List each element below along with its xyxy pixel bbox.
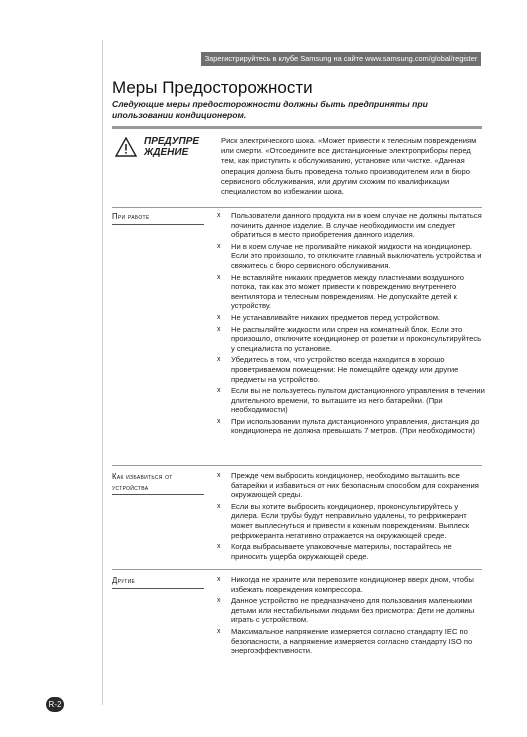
list-item: x Если вы хотите выбросить кондиционер, проконсультируйтесь у дилера. Если трубы будут неправильно удалены, то рефрижерант может выплеснуться и привести к кожным повреждениям. Выплеск рефрижеранта негативно отражается на окружающей среде.: [217, 501, 470, 540]
bullet-mark: x: [217, 212, 221, 219]
list-item: x Не устанавливайте никаких предметов перед устройством.: [217, 312, 441, 322]
left-margin-rule: [102, 40, 103, 705]
warning-label: ПРЕДУПРЕ ЖДЕНИЕ: [144, 136, 200, 158]
disposal-list: [217, 471, 485, 563]
warning-triangle-icon: [115, 137, 137, 157]
section-divider: [112, 569, 482, 570]
list-item: x Максимальное напряжение измеряется согласно стандарту IEC по безопасности, а напряжение измеряется согласно стандарту ISO по энергоэффективности.: [217, 626, 473, 656]
warning-text: Риск электрического шока. «Может привести к телесным повреждениям или смерти. «Отсоедините все дистанционные электроприборы перед тем, как приступить к обслуживанию, установке или чистке. «Данная операция должна быть проведена только производителем или в бюро сервисного обслуживания, или другим схожим по квалификации специалистом во избежании шока.: [221, 136, 477, 197]
section-divider: [112, 207, 482, 208]
bullet-mark: x: [217, 387, 221, 395]
page-title: Меры Предосторожности: [112, 78, 313, 97]
bullet-mark: x: [217, 576, 221, 583]
section-divider: [112, 465, 482, 466]
list-item: x Данное устройство не предназначено для пользования маленькими детьми или нестабильными людьми без присмотра: Дети не должны играть с устройством.: [217, 596, 475, 625]
section-heading-other: Другие: [112, 576, 204, 589]
section-heading-disposal: Как избавиться от устройства: [112, 472, 204, 495]
bullet-mark: x: [217, 313, 221, 321]
bullet-mark: x: [217, 472, 221, 479]
bullet-mark: x: [217, 242, 221, 250]
register-banner: Зарегистрируйтесь в клубе Samsung на сайте www.samsung.com/global/register: [201, 52, 481, 66]
list-item: x Если вы не пользуетесь пультом дистанционного управления в течении длительного времени, то выташите из него батарейки. (При необходимости): [217, 386, 485, 415]
list-item: x Пользователи данного продукта ни в коем случае не должны пытаться починить данное изделие. В случае необходимости им следует обратиться в место приобретения данного изделия.: [217, 211, 482, 240]
list-item: x Убедитесь в том, что устройство всегда находится в хорошо проветриваемом помещении: Не помещайте одежду или другие предметы на устройство.: [217, 355, 459, 384]
list-item: x Никогда не храните или перевозите кондиционер вверх дном, чтобы избежать повреждения компрессора.: [217, 575, 474, 594]
other-list: [217, 575, 485, 658]
bullet-mark: x: [217, 543, 221, 551]
list-item: x Прежде чем выбросить кондиционер, необходимо выташить все батарейки и избавиться от них безопасным способом для сохранения окружающей среды.: [217, 471, 479, 500]
bullet-mark: x: [217, 597, 221, 605]
page-subtitle: Следующие меры предосторожности должны быть предприняты при ипользовании кондиционером.: [112, 99, 428, 120]
warning-block: [112, 134, 202, 194]
bullet-mark: x: [217, 417, 221, 425]
list-item: x Не распыляйте жидкости или спреи на комнатный блок. Если это произошло, отключите кондиционер от розетки и проконсультируйтесь у специалиста по установке.: [217, 324, 482, 353]
bullet-mark: x: [217, 356, 221, 364]
list-item: x Когда выбрасываете упаковочные материлы, постарайтесь не приносить ущерба окружающей среде.: [217, 542, 452, 561]
list-item: x При использовании пульта дистанционного управления, дистанция до кондиционера не должна превышать 7 метров. (При необходимости): [217, 416, 480, 436]
header-divider: [112, 126, 482, 129]
section-heading-operation: При работе: [112, 212, 204, 225]
bullet-mark: x: [217, 502, 221, 510]
bullet-mark: x: [217, 627, 221, 635]
bullet-mark: x: [217, 273, 221, 281]
operation-list: [217, 211, 485, 438]
list-item: x Ни в коем случае не проливайте никакой жидкости на кондиционер. Если это произошло, то отключите главный выключатель устройства и свяжитесь с бюро сервисного обслуживания.: [217, 241, 482, 270]
page-number-badge: R-2: [46, 697, 64, 712]
list-item: x Не вставляйте никаких предметов между пластинами воздушного потока, так как это может привести к повреждению внутреннего вентилятора и телесным повреждениям. Не допускайте детей к устройству.: [217, 272, 464, 311]
bullet-mark: x: [217, 325, 221, 333]
